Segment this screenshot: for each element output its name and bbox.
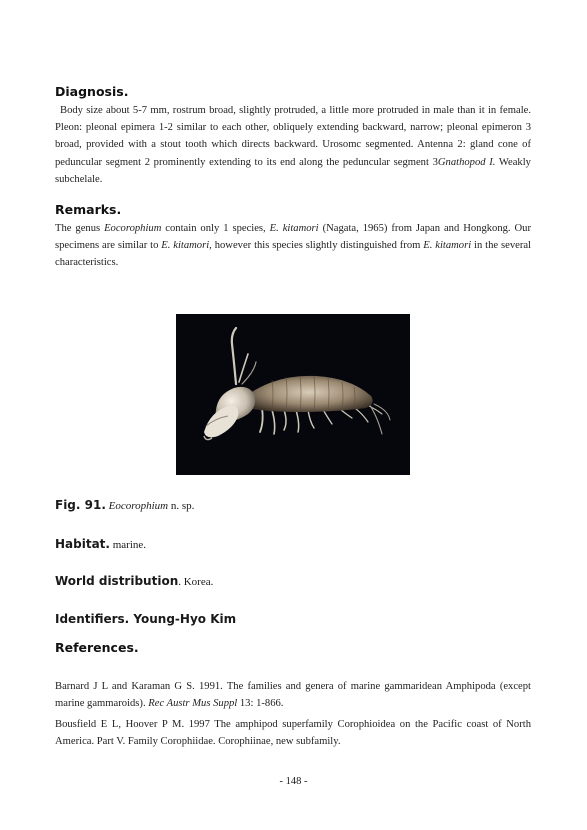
remarks-genus: Eocorophium bbox=[104, 223, 162, 235]
distribution-label: World distribution bbox=[55, 574, 179, 588]
reference-journal: Rec Austr Mus Suppl bbox=[148, 698, 238, 710]
figure-species: Eocorophium bbox=[108, 500, 169, 512]
remarks-part: contain only 1 species, bbox=[161, 223, 270, 235]
identifiers-label: Identifiers. Young-Hyo Kim bbox=[55, 612, 237, 626]
references-heading: References. bbox=[55, 640, 139, 655]
diagnosis-italic: Gnathopod I. bbox=[437, 156, 496, 168]
reference-item bbox=[55, 678, 531, 713]
habitat-value: marine. bbox=[109, 539, 147, 551]
habitat-line bbox=[55, 537, 146, 551]
remarks-part: (Nagata, 1965) from Japan and Hongkong. Our specimens are similar to bbox=[55, 223, 531, 252]
specimen-photo bbox=[176, 314, 410, 475]
habitat-label: Habitat. bbox=[55, 537, 110, 551]
distribution-line bbox=[55, 574, 213, 588]
remarks-part: however this species slightly distinguished from bbox=[211, 240, 424, 252]
identifiers-line bbox=[55, 612, 236, 626]
diagnosis-end: Weakly subchelale. bbox=[55, 156, 531, 185]
diagnosis-heading: Diagnosis. bbox=[55, 84, 129, 99]
distribution-value: . Korea. bbox=[178, 576, 214, 588]
remarks-species: E. kitamori, bbox=[161, 240, 212, 252]
remarks-species: E. kitamori bbox=[269, 223, 319, 235]
remarks-part: in the several characteristics. bbox=[55, 240, 531, 269]
remarks-text bbox=[55, 220, 531, 272]
remarks-part: The genus bbox=[55, 223, 105, 235]
diagnosis-body: Body size about 5-7 mm, rostrum broad, slightly protruded, a little more protruded in male than it in female. Pleon: pleonal epimera 1-2 similar to each other, obliquely extending backward, narrow; pleonal epimeron 3 broad, provided with a stout tooth which directs backward. Urosomc segmented. Antenna 2: gland cone of peduncular segment 2 prominently extending to its end along the peduncular segment 3 bbox=[55, 105, 531, 168]
reference-text: 13: 1-866. bbox=[237, 698, 284, 710]
figure-caption bbox=[55, 498, 194, 512]
amphipod-photo bbox=[176, 314, 410, 475]
page-number: - 148 - bbox=[279, 776, 308, 787]
main-text bbox=[55, 84, 531, 272]
reference-list bbox=[55, 678, 531, 754]
remarks-heading: Remarks. bbox=[55, 202, 122, 218]
figure-suffix: n. sp. bbox=[168, 500, 195, 512]
reference-text: Barnard J L and Karaman G S. 1991. The families and genera of marine gammaridean Amphipoda (except marine gammaroids). bbox=[55, 681, 531, 710]
remarks-species: E. kitamori bbox=[423, 240, 472, 252]
figure-label: Fig. 91. bbox=[55, 498, 106, 512]
diagnosis-text bbox=[55, 102, 531, 188]
reference-item: Bousfield E L, Hoover P M. 1997 The amphipod superfamily Corophioidea on the Pacific coast of North America. Part V. Family Corophiidae. Corophiinae, new subfamily. bbox=[55, 718, 531, 748]
